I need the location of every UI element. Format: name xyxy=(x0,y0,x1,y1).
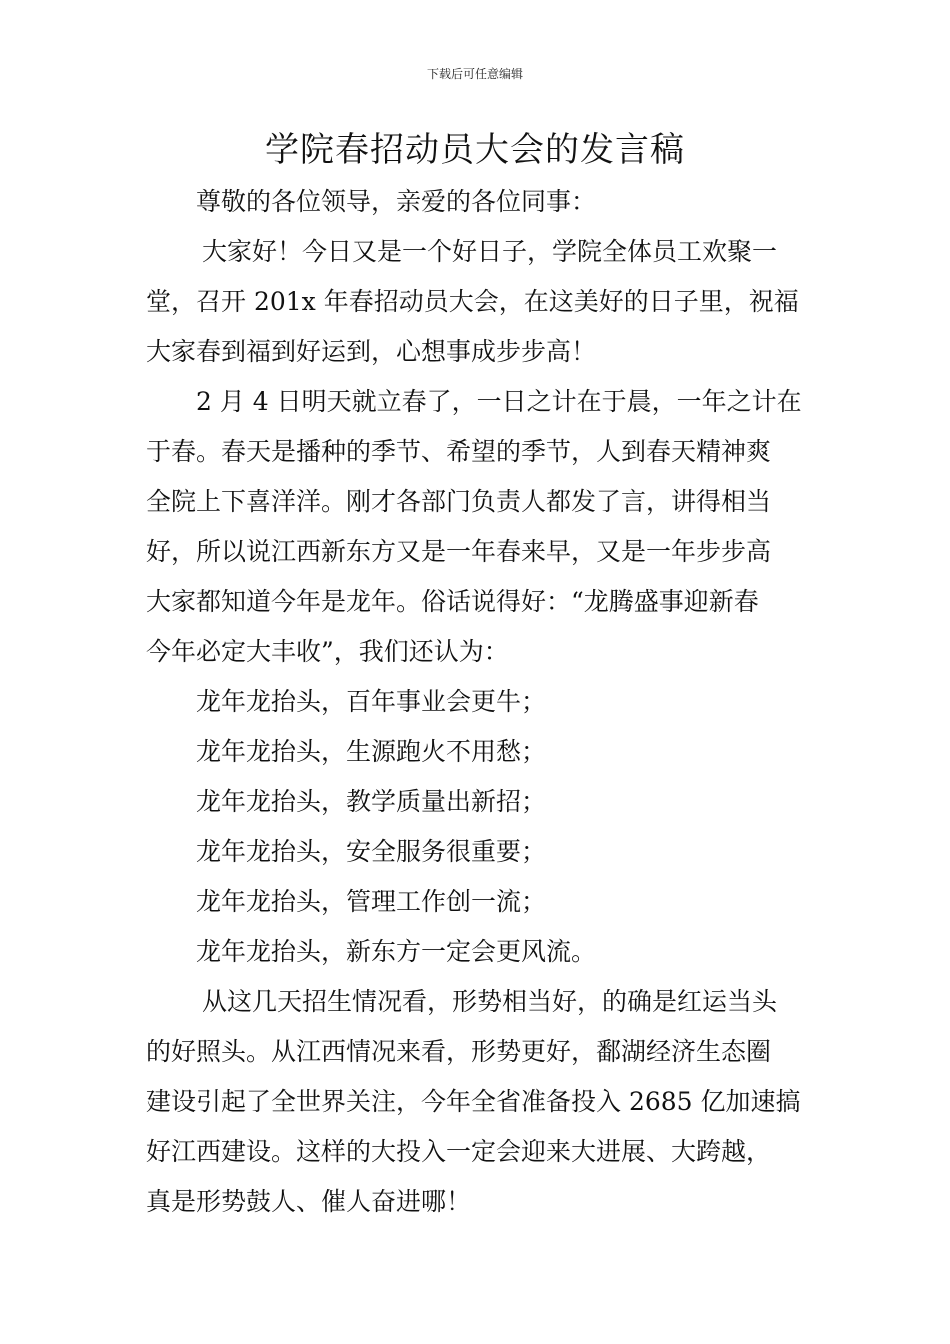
text-line: 大家都知道今年是龙年。俗话说得好：“龙腾盛事迎新春 xyxy=(146,587,759,616)
text-line: 大家好！今日又是一个好日子，学院全体员工欢聚一 xyxy=(202,237,778,266)
paragraph-spring xyxy=(146,377,808,677)
text-line: 大家春到福到好运到，心想事成步步高！ xyxy=(146,337,597,366)
poem-line: 龙年龙抬头，教学质量出新招； xyxy=(196,787,547,816)
text-line: 真是形势鼓人、催人奋进哪！ xyxy=(146,1187,472,1216)
poem-line: 龙年龙抬头，安全服务很重要； xyxy=(196,837,547,866)
text-line: 的好照头。从江西情况来看，形势更好，鄱湖经济生态圈 xyxy=(146,1037,772,1066)
text-line: 建设引起了全世界关注，今年全省准备投入 2685 亿加速搞 xyxy=(146,1087,801,1116)
document-title: 学院春招动员大会的发言稿 xyxy=(265,130,685,170)
text-line: 于春。春天是播种的季节、希望的季节，人到春天精神爽 xyxy=(146,437,772,466)
text-line: 好，所以说江西新东方又是一年春来早，又是一年步步高 xyxy=(146,537,772,566)
poem-block xyxy=(146,677,808,977)
text-line: 今年必定大丰收”，我们还认为： xyxy=(146,637,509,666)
text-line: 2 月 4 日明天就立春了，一日之计在于晨，一年之计在 xyxy=(196,387,802,416)
paragraph-greeting xyxy=(146,227,808,377)
poem-line: 龙年龙抬头，百年事业会更牛； xyxy=(196,687,547,716)
poem-line: 龙年龙抬头，管理工作创一流； xyxy=(196,887,547,916)
salutation: 尊敬的各位领导，亲爱的各位同事： xyxy=(196,187,597,216)
paragraph-enrollment xyxy=(146,977,808,1227)
text-line: 堂，召开 201x 年春招动员大会，在这美好的日子里，祝福 xyxy=(146,287,799,316)
text-line: 从这几天招生情况看，形势相当好，的确是红运当头 xyxy=(202,987,778,1016)
text-line: 全院上下喜洋洋。刚才各部门负责人都发了言，讲得相当 xyxy=(146,487,772,516)
header-note: 下载后可任意编辑 xyxy=(426,67,523,81)
document-body xyxy=(146,177,808,1227)
poem-line: 龙年龙抬头，生源跑火不用愁； xyxy=(196,737,547,766)
poem-line: 龙年龙抬头，新东方一定会更风流。 xyxy=(196,937,597,966)
text-line: 好江西建设。这样的大投入一定会迎来大进展、大跨越， xyxy=(146,1137,772,1166)
